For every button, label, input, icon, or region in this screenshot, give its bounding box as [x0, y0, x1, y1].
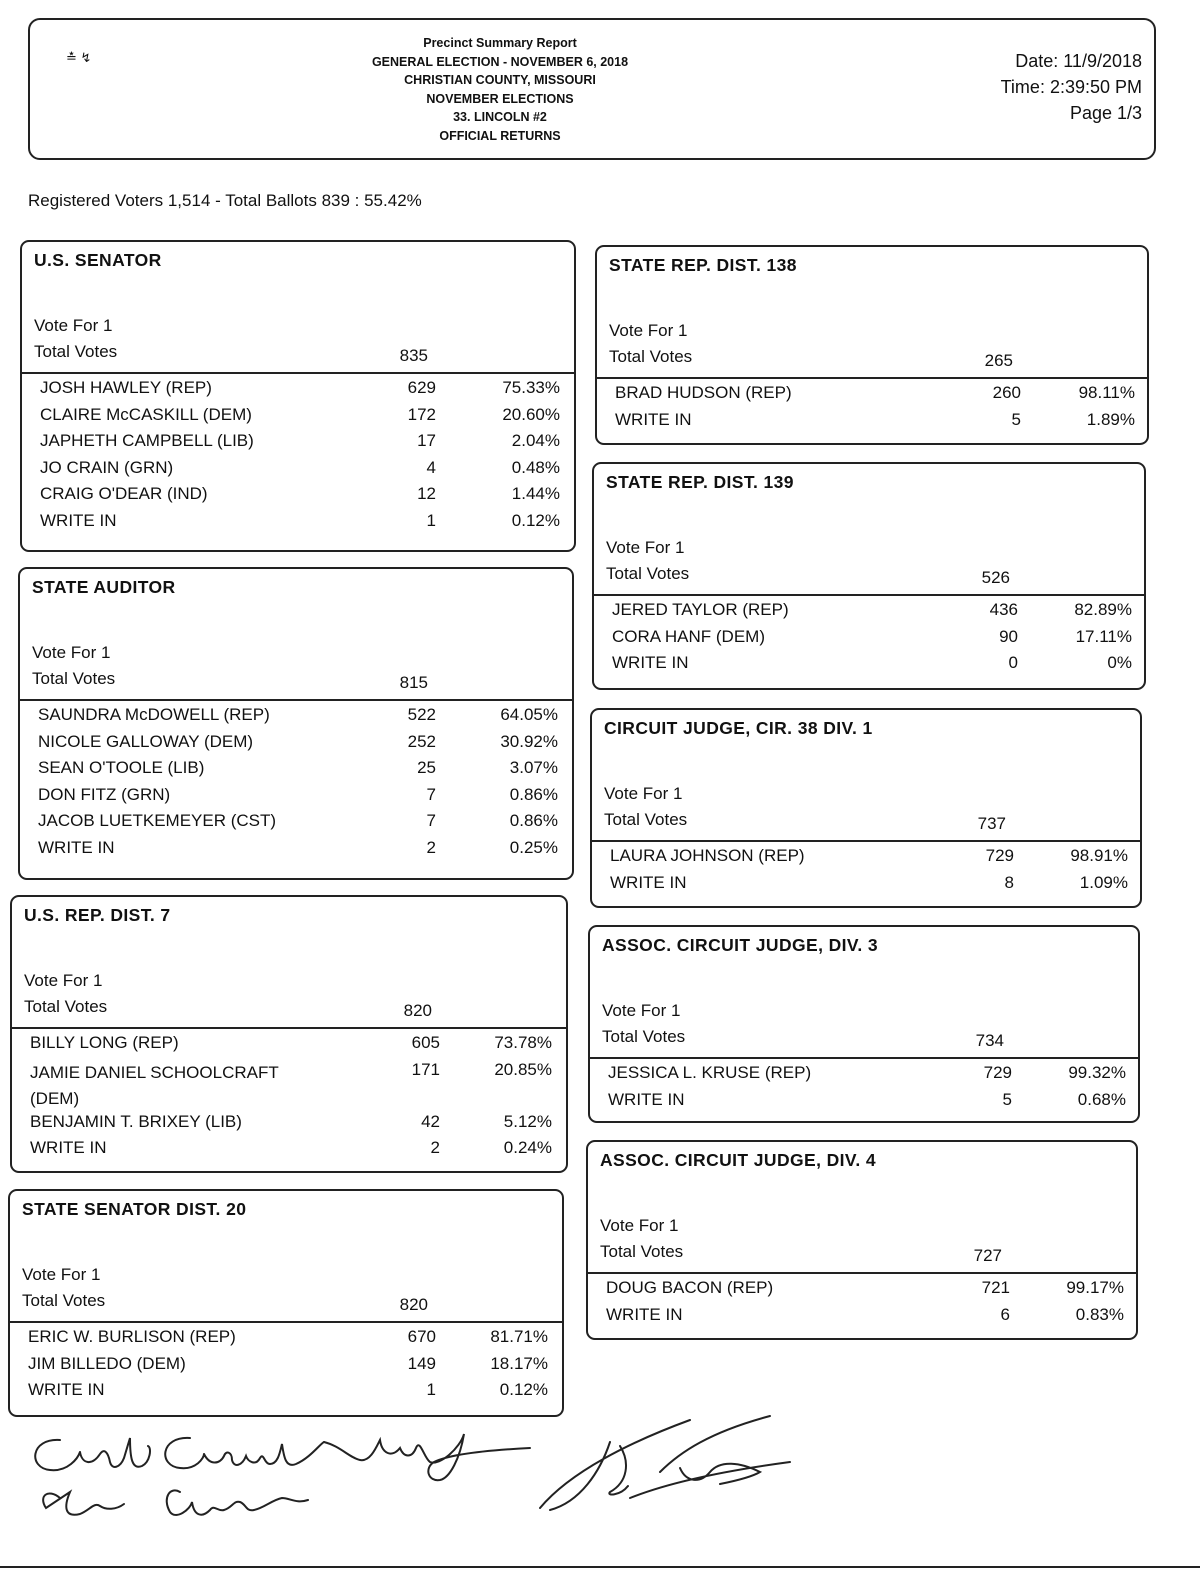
- race-title: CIRCUIT JUDGE, CIR. 38 DIV. 1: [604, 718, 873, 738]
- total-votes-label: Total Votes: [609, 347, 693, 366]
- candidate-votes: 90: [999, 626, 1018, 646]
- candidate-percent: 18.17%: [490, 1353, 548, 1373]
- candidate-name: SEAN O'TOOLE (LIB): [38, 758, 205, 777]
- report-meta: [1001, 48, 1142, 126]
- candidate-row: [10, 1327, 562, 1354]
- candidate-name: WRITE IN: [28, 1380, 105, 1399]
- candidate-votes: 260: [992, 383, 1021, 402]
- candidate-name: JAPHETH CAMPBELL (LIB): [40, 431, 254, 450]
- candidate-name: CLAIRE McCASKILL (DEM): [40, 404, 252, 424]
- total-votes-value: 815: [399, 673, 428, 692]
- header-divider: [588, 1272, 1136, 1274]
- candidate-row: [20, 811, 572, 838]
- candidate-votes: 7: [426, 811, 436, 830]
- returns-status: OFFICIAL RETURNS: [439, 128, 561, 143]
- candidate-name: WRITE IN: [40, 510, 117, 530]
- candidate-name: WRITE IN: [608, 1089, 685, 1109]
- total-votes-value: 737: [977, 814, 1006, 833]
- candidate-votes: 1: [426, 510, 436, 530]
- candidate-name: DON FITZ (GRN): [38, 784, 171, 804]
- candidate-row: [20, 758, 572, 785]
- candidate-row: [22, 458, 574, 485]
- candidate-percent: 30.92%: [500, 731, 558, 751]
- candidate-votes: 729: [985, 846, 1014, 865]
- candidate-row: [592, 873, 1140, 900]
- page-edge-line: [0, 1566, 1200, 1568]
- candidate-row: [12, 1060, 566, 1112]
- candidate-votes: 605: [411, 1033, 440, 1052]
- total-votes-value: 265: [984, 351, 1013, 370]
- candidate-row: [22, 405, 574, 432]
- candidate-row: [594, 627, 1144, 654]
- candidate-row: [588, 1278, 1136, 1305]
- candidate-row: [20, 732, 572, 759]
- candidate-list: [20, 705, 572, 864]
- candidate-percent: 17.11%: [1075, 626, 1132, 646]
- candidate-percent: 82.89%: [1074, 600, 1132, 619]
- candidate-name: LAURA JOHNSON (REP): [610, 846, 805, 865]
- candidate-list: [592, 846, 1140, 899]
- candidate-percent: 0.86%: [509, 784, 558, 804]
- candidate-votes: 436: [989, 600, 1018, 619]
- header-divider: [594, 594, 1144, 596]
- total-votes-value: 734: [975, 1031, 1004, 1050]
- header-divider: [10, 1321, 562, 1323]
- vote-for-label: Vote For 1: [34, 316, 113, 335]
- candidate-row: [592, 846, 1140, 873]
- candidate-votes: 17: [417, 431, 436, 450]
- vote-for-label: Vote For 1: [22, 1265, 101, 1284]
- candidate-row: [10, 1380, 562, 1407]
- candidate-name: CRAIG O'DEAR (IND): [40, 484, 208, 503]
- signature-right: [510, 1412, 800, 1522]
- race-assoc-circuit-judge-div-4: [586, 1140, 1138, 1340]
- report-date: Date: 11/9/2018: [1015, 51, 1142, 71]
- candidate-row: [22, 484, 574, 511]
- candidate-percent: 81.71%: [490, 1327, 548, 1346]
- header-divider: [597, 377, 1147, 379]
- candidate-votes: 670: [407, 1327, 436, 1346]
- total-votes-value: 820: [403, 1001, 432, 1020]
- candidate-percent: 0.83%: [1075, 1304, 1124, 1324]
- candidate-name: BILLY LONG (REP): [30, 1033, 179, 1052]
- candidate-row: [594, 653, 1144, 680]
- candidate-name: CORA HANF (DEM): [612, 626, 765, 646]
- candidate-votes: 629: [407, 378, 436, 397]
- candidate-list: [22, 378, 574, 537]
- candidate-row: [20, 705, 572, 732]
- precinct-name: 33. LINCOLN #2: [453, 110, 547, 124]
- candidate-list: [597, 383, 1147, 436]
- candidate-row: [594, 600, 1144, 627]
- total-votes-value: 727: [973, 1246, 1002, 1265]
- candidate-percent: 98.91%: [1070, 846, 1128, 865]
- candidate-name: WRITE IN: [38, 837, 115, 857]
- candidate-percent: 0.12%: [499, 1380, 548, 1399]
- report-time: Time: 2:39:50 PM: [1000, 77, 1142, 97]
- report-heading: [330, 34, 670, 145]
- race-circuit-judge-cir-38-div-1: [590, 708, 1142, 908]
- candidate-row: [597, 383, 1147, 410]
- county-name: CHRISTIAN COUNTY, MISSOURI: [404, 73, 596, 87]
- vote-for-label: Vote For 1: [609, 321, 688, 340]
- candidate-row: [12, 1138, 566, 1165]
- vote-for-label: Vote For 1: [606, 538, 685, 557]
- candidate-votes: 6: [1000, 1304, 1010, 1324]
- candidate-percent: 3.07%: [509, 758, 558, 777]
- candidate-row: [597, 410, 1147, 437]
- candidate-percent: 1.44%: [511, 484, 560, 503]
- candidate-votes: 25: [417, 758, 436, 777]
- race-state-rep-dist-139: [592, 462, 1146, 690]
- candidate-votes: 5: [1002, 1089, 1012, 1109]
- vote-for-label: Vote For 1: [32, 643, 111, 662]
- vote-for-label: Vote For 1: [600, 1216, 679, 1235]
- report-header: [28, 18, 1156, 160]
- candidate-name: JERED TAYLOR (REP): [612, 600, 789, 619]
- candidate-name: NICOLE GALLOWAY (DEM): [38, 731, 254, 751]
- candidate-percent: 98.11%: [1078, 383, 1135, 402]
- candidate-votes: 252: [407, 731, 436, 751]
- candidate-percent: 75.33%: [502, 378, 560, 397]
- candidate-percent: 20.85%: [494, 1059, 552, 1079]
- total-votes-label: Total Votes: [600, 1242, 684, 1261]
- total-votes-value: 526: [981, 568, 1010, 587]
- candidate-votes: 1: [426, 1380, 436, 1399]
- candidate-name: WRITE IN: [30, 1138, 107, 1157]
- candidate-percent: 0.68%: [1077, 1089, 1126, 1109]
- header-divider: [590, 1057, 1138, 1059]
- candidate-percent: 0.12%: [511, 510, 560, 530]
- total-votes-label: Total Votes: [602, 1027, 686, 1046]
- turnout-summary: Registered Voters 1,514 - Total Ballots 839 : 55.42%: [28, 191, 422, 210]
- candidate-row: [588, 1305, 1136, 1332]
- candidate-row: [590, 1063, 1138, 1090]
- vote-for-label: Vote For 1: [604, 784, 683, 803]
- candidate-name: BRAD HUDSON (REP): [615, 383, 792, 402]
- candidate-percent: 20.60%: [502, 404, 560, 424]
- header-divider: [22, 372, 574, 374]
- candidate-votes: 4: [426, 457, 436, 477]
- total-votes-label: Total Votes: [604, 810, 688, 829]
- candidate-row: [22, 378, 574, 405]
- candidate-row: [12, 1112, 566, 1139]
- race-title: STATE SENATOR DIST. 20: [22, 1199, 247, 1219]
- candidate-votes: 172: [407, 404, 436, 424]
- race-state-rep-dist-138: [595, 245, 1149, 445]
- race-title: ASSOC. CIRCUIT JUDGE, DIV. 3: [602, 935, 879, 955]
- candidate-list: [590, 1063, 1138, 1116]
- total-votes-label: Total Votes: [32, 669, 116, 688]
- candidate-name: JESSICA L. KRUSE (REP): [608, 1063, 812, 1082]
- total-votes-label: Total Votes: [24, 997, 108, 1016]
- candidate-row: [20, 838, 572, 865]
- header-divider: [20, 699, 572, 701]
- race-state-auditor: [18, 567, 574, 880]
- candidate-percent: 5.12%: [503, 1111, 552, 1131]
- race-title: STATE REP. DIST. 138: [609, 255, 797, 275]
- total-votes-value: 820: [399, 1295, 428, 1314]
- race-u-s-senator: [20, 240, 576, 552]
- candidate-votes: 12: [417, 484, 436, 503]
- candidate-percent: 1.09%: [1079, 872, 1128, 892]
- vote-for-label: Vote For 1: [602, 1001, 681, 1020]
- candidate-row: [12, 1033, 566, 1060]
- elections-label: NOVEMBER ELECTIONS: [426, 91, 574, 106]
- candidate-votes: 8: [1004, 872, 1014, 892]
- candidate-name: JAMIE DANIEL SCHOOLCRAFT (DEM): [30, 1062, 279, 1108]
- candidate-name: WRITE IN: [615, 409, 692, 429]
- total-votes-label: Total Votes: [34, 342, 118, 361]
- candidate-list: [12, 1033, 566, 1165]
- candidate-votes: 2: [426, 837, 436, 857]
- race-u-s-rep-dist-7: [10, 895, 568, 1173]
- candidate-votes: 42: [421, 1111, 440, 1131]
- candidate-votes: 7: [426, 784, 436, 804]
- candidate-row: [20, 785, 572, 812]
- candidate-name: JACOB LUETKEMEYER (CST): [38, 811, 277, 830]
- total-votes-label: Total Votes: [606, 564, 690, 583]
- total-votes-label: Total Votes: [22, 1291, 106, 1310]
- vote-for-label: Vote For 1: [24, 971, 103, 990]
- candidate-percent: 0.24%: [503, 1138, 552, 1157]
- candidate-votes: 0: [1008, 653, 1018, 672]
- header-divider: [12, 1027, 566, 1029]
- race-title: U.S. REP. DIST. 7: [24, 905, 171, 925]
- candidate-votes: 171: [411, 1059, 440, 1079]
- race-title: ASSOC. CIRCUIT JUDGE, DIV. 4: [600, 1150, 877, 1170]
- candidate-row: [22, 431, 574, 458]
- page-number: Page 1/3: [1069, 103, 1142, 123]
- candidate-list: [588, 1278, 1136, 1331]
- race-title: STATE AUDITOR: [32, 577, 176, 597]
- candidate-percent: 1.89%: [1086, 409, 1135, 429]
- race-title: U.S. SENATOR: [34, 250, 162, 270]
- candidate-percent: 73.78%: [494, 1033, 552, 1052]
- candidate-name: JIM BILLEDO (DEM): [28, 1353, 186, 1373]
- report-title: Precinct Summary Report: [423, 36, 577, 50]
- candidate-name: BENJAMIN T. BRIXEY (LIB): [30, 1111, 242, 1131]
- race-assoc-circuit-judge-div-3: [588, 925, 1140, 1123]
- total-votes-value: 835: [399, 346, 428, 365]
- scan-mark: ≛ ↯: [66, 50, 92, 65]
- candidate-votes: 729: [983, 1063, 1012, 1082]
- candidate-votes: 2: [430, 1138, 440, 1157]
- candidate-votes: 5: [1011, 409, 1021, 429]
- race-state-senator-dist-20: [8, 1189, 564, 1417]
- candidate-votes: 149: [407, 1353, 436, 1373]
- race-title: STATE REP. DIST. 139: [606, 472, 794, 492]
- candidate-votes: 522: [407, 705, 436, 724]
- candidate-percent: 0.48%: [511, 457, 560, 477]
- candidate-list: [594, 600, 1144, 680]
- signature-left: [20, 1418, 540, 1538]
- candidate-row: [10, 1354, 562, 1381]
- candidate-percent: 99.32%: [1068, 1063, 1126, 1082]
- candidate-percent: 0%: [1107, 653, 1132, 672]
- candidate-name: WRITE IN: [612, 653, 689, 672]
- candidate-name: JO CRAIN (GRN): [40, 457, 174, 477]
- candidate-name: SAUNDRA McDOWELL (REP): [38, 705, 270, 724]
- candidate-list: [10, 1327, 562, 1407]
- candidate-name: WRITE IN: [610, 872, 687, 892]
- candidate-name: WRITE IN: [606, 1304, 683, 1324]
- candidate-row: [590, 1090, 1138, 1117]
- candidate-percent: 0.86%: [509, 811, 558, 830]
- candidate-percent: 64.05%: [500, 705, 558, 724]
- candidate-percent: 0.25%: [509, 837, 558, 857]
- candidate-name: JOSH HAWLEY (REP): [40, 378, 212, 397]
- header-divider: [592, 840, 1140, 842]
- candidate-name: ERIC W. BURLISON (REP): [28, 1327, 236, 1346]
- candidate-name: DOUG BACON (REP): [606, 1278, 774, 1297]
- candidate-percent: 2.04%: [511, 431, 560, 450]
- candidate-percent: 99.17%: [1066, 1278, 1124, 1297]
- election-name: GENERAL ELECTION - NOVEMBER 6, 2018: [371, 54, 629, 69]
- candidate-row: [22, 511, 574, 538]
- candidate-votes: 721: [981, 1278, 1010, 1297]
